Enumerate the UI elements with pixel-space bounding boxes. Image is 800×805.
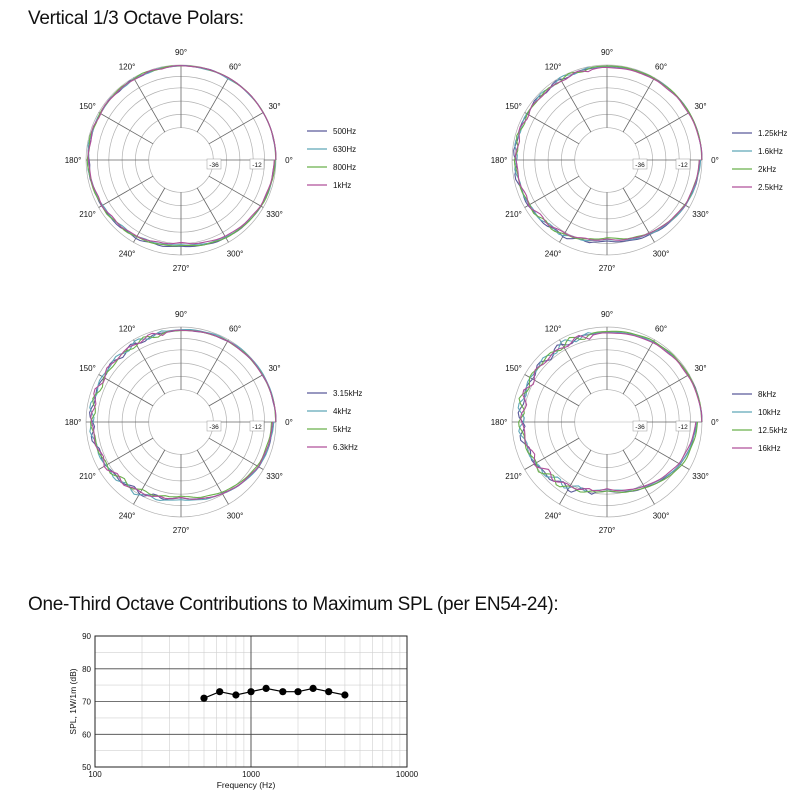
polar-angle-label: 180° [490,156,508,165]
legend-label: 3.15kHz [333,389,363,398]
spl-y-tick: 60 [82,730,91,740]
polar-angle-label: 150° [79,364,96,373]
polar-angle-label: 330° [692,210,709,219]
spl-point [216,688,223,695]
spl-series-line [204,688,345,698]
polar-angle-label: 30° [694,364,707,373]
legend-label: 6.3kHz [333,443,358,452]
polar-angle-label: 300° [226,511,244,521]
polar-angle-label: 0° [285,156,293,165]
polar-angle-label: 0° [711,156,719,165]
polars-heading: Vertical 1/3 Octave Polars: [28,8,244,29]
legend-label: 1.6kHz [758,147,783,156]
polar-ring-label: -12 [678,162,688,169]
legend-label: 1.25kHz [758,129,788,138]
polar-angle-label: 150° [505,102,522,111]
spl-point [200,695,207,702]
spl-x-tick: 1000 [242,770,260,779]
polar-angle-label: 210° [505,472,522,481]
spl-point [294,688,301,695]
polar-angle-label: 180° [64,156,82,165]
spl-heading: One-Third Octave Contributions to Maximum SPL (per EN54-24): [28,594,559,615]
spl-y-tick: 70 [82,697,91,707]
polar-ring-label: -36 [635,162,645,169]
polar-angle-label: 90° [600,310,614,319]
polar-angle-label: 270° [598,264,616,273]
polar-angle-label: 30° [268,364,281,373]
polar-angle-label: 210° [79,210,96,219]
polar-angle-label: 120° [544,324,562,334]
spl-point [247,688,254,695]
polar-angle-label: 180° [64,418,82,427]
polar-angle-label: 150° [505,364,522,373]
polar-angle-label: 180° [490,418,508,427]
polar-angle-label: 60° [228,62,242,72]
polar-angle-label: 270° [172,526,190,535]
polar-angle-label: 330° [692,472,709,481]
spl-chart [68,632,419,790]
polar-angle-label: 300° [652,249,670,259]
polar-plot-1 [65,48,356,273]
polar-angle-label: 90° [174,310,188,319]
spl-y-tick: 90 [82,632,91,641]
polar-angle-label: 300° [652,511,670,521]
legend-label: 800Hz [333,163,357,172]
polar-angle-label: 0° [711,418,719,427]
polar-angle-label: 210° [79,472,96,481]
spl-point [263,685,270,692]
polar-angle-label: 240° [544,511,562,521]
polar-angle-label: 240° [118,511,136,521]
spl-x-tick: 10000 [395,770,419,779]
polar-angle-label: 60° [654,62,668,72]
spl-point [325,688,332,695]
legend-label: 16kHz [758,444,781,453]
polar-angle-label: 330° [266,210,283,219]
spl-x-label: Frequency (Hz) [216,780,276,790]
legend-label: 1kHz [333,181,352,190]
legend-label: 12.5kHz [758,426,788,435]
polar-angle-label: 330° [266,472,283,481]
legend-label: 630Hz [333,145,357,154]
legend-label: 2.5kHz [758,183,783,192]
polar-angle-label: 120° [118,324,136,334]
polar-angle-label: 120° [544,62,562,72]
spl-x-tick: 100 [88,770,102,779]
polar-angle-label: 90° [174,48,188,57]
polar-plot-4 [491,310,788,535]
polar-ring-label: -36 [209,162,219,169]
polar-angle-label: 210° [505,210,522,219]
polar-angle-label: 120° [118,62,136,72]
polar-plot-3 [65,310,363,535]
polar-plot-2 [491,48,788,273]
spl-point [341,691,348,698]
legend-label: 10kHz [758,408,781,417]
polar-ring-label: -12 [678,424,688,431]
polar-ring-label: -12 [252,162,262,169]
legend-label: 4kHz [333,407,352,416]
spl-y-tick: 80 [82,664,91,674]
spl-y-tick: 50 [82,763,91,772]
polar-angle-label: 270° [172,264,190,273]
polar-angle-label: 300° [226,249,244,259]
polar-angle-label: 30° [268,102,281,111]
polar-angle-label: 60° [654,324,668,334]
polar-angle-label: 90° [600,48,614,57]
spl-y-label: SPL, 1W/1m (dB) [68,668,78,735]
polar-ring-label: -36 [635,424,645,431]
spl-point [310,685,317,692]
polar-angle-label: 240° [544,249,562,259]
polar-angle-label: 150° [79,102,96,111]
legend-label: 8kHz [758,390,777,399]
spl-point [232,691,239,698]
polar-angle-label: 60° [228,324,242,334]
polar-angle-label: 0° [285,418,293,427]
legend-label: 2kHz [758,165,777,174]
polar-angle-label: 270° [598,526,616,535]
polar-angle-label: 240° [118,249,136,259]
polar-ring-label: -36 [209,424,219,431]
polar-angle-label: 30° [694,102,707,111]
legend-label: 500Hz [333,127,357,136]
polar-ring-label: -12 [252,424,262,431]
legend-label: 5kHz [333,425,352,434]
spl-point [279,688,286,695]
